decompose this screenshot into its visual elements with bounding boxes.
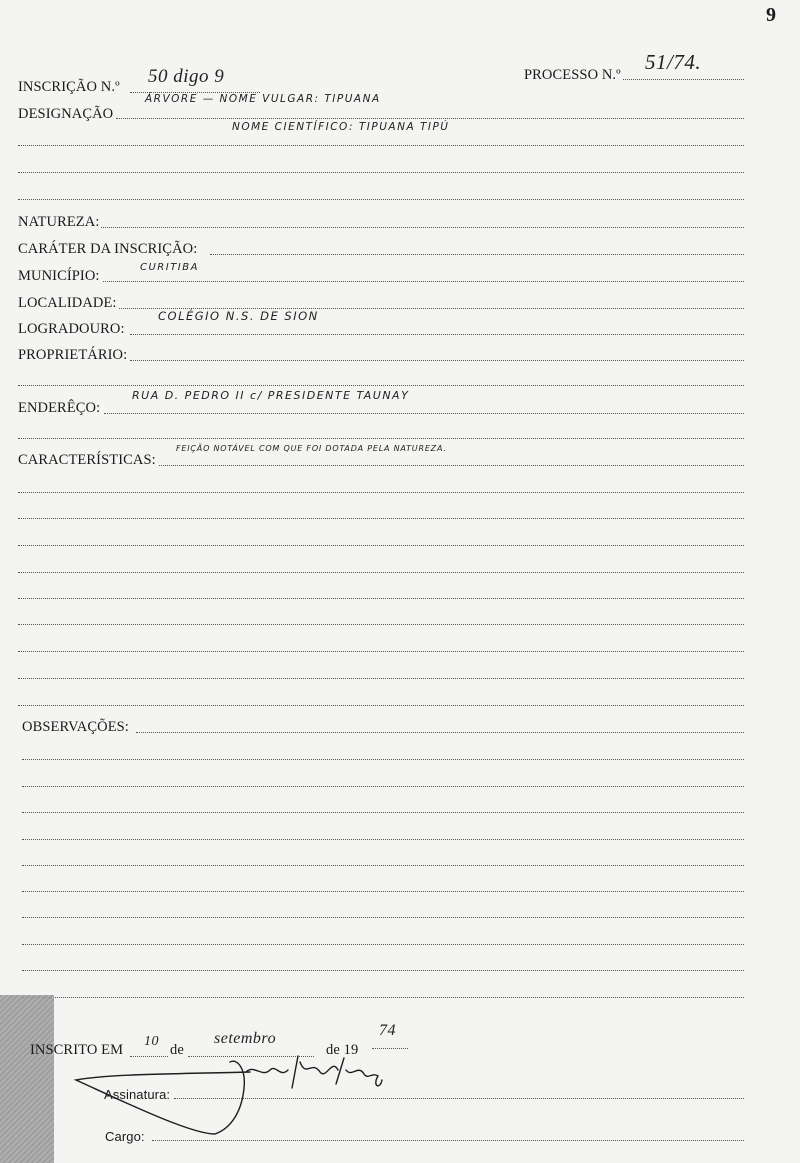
- endereco-label: ENDERÊÇO:: [18, 400, 101, 416]
- proprietario-label: PROPRIETÁRIO:: [18, 347, 128, 363]
- municipio-label: MUNICÍPIO:: [18, 268, 100, 284]
- endereco-value: RUA D. PEDRO II c/ PRESIDENTE TAUNAY: [132, 389, 410, 402]
- assinatura-label: Assinatura:: [104, 1087, 171, 1102]
- observacoes-label: OBSERVAÇÕES:: [22, 719, 129, 735]
- de-label-2: de 19: [326, 1042, 359, 1058]
- designacao-line2-value: NOME CIENTÍFICO: TIPUANA TIPÚ: [232, 121, 450, 133]
- inscrito-label: INSCRITO EM: [30, 1042, 124, 1058]
- inscrito-year: 74: [379, 1022, 396, 1039]
- designacao-label: DESIGNAÇÃO: [18, 106, 114, 122]
- processo-label: PROCESSO N.º: [524, 67, 621, 83]
- logradouro-label: LOGRADOURO:: [18, 321, 125, 337]
- inscrito-day: 10: [144, 1034, 159, 1049]
- inscrito-month: setembro: [214, 1030, 277, 1047]
- municipio-value: CURITIBA: [140, 262, 199, 273]
- natureza-label: NATUREZA:: [18, 214, 100, 230]
- localidade-label: LOCALIDADE:: [18, 295, 117, 311]
- inscricao-label: INSCRIÇÃO N.º: [18, 79, 120, 95]
- carater-label: CARÁTER DA INSCRIÇÃO:: [18, 241, 198, 257]
- designacao-line1-value: ÁRVORE — NOME VULGAR: TIPUANA: [145, 93, 381, 105]
- de-label-1: de: [170, 1042, 184, 1058]
- logradouro-value: COLÉGIO N.S. DE SION: [158, 309, 319, 323]
- cargo-label: Cargo:: [105, 1129, 145, 1144]
- processo-value: 51/74.: [645, 50, 702, 74]
- caracteristicas-label: CARACTERÍSTICAS:: [18, 452, 156, 468]
- caracteristicas-value: FEIÇÃO NOTÁVEL COM QUE FOI DOTADA PELA NATUREZA.: [176, 444, 447, 453]
- inscricao-value: 50 digo 9: [148, 66, 225, 87]
- page-number: 9: [766, 4, 776, 26]
